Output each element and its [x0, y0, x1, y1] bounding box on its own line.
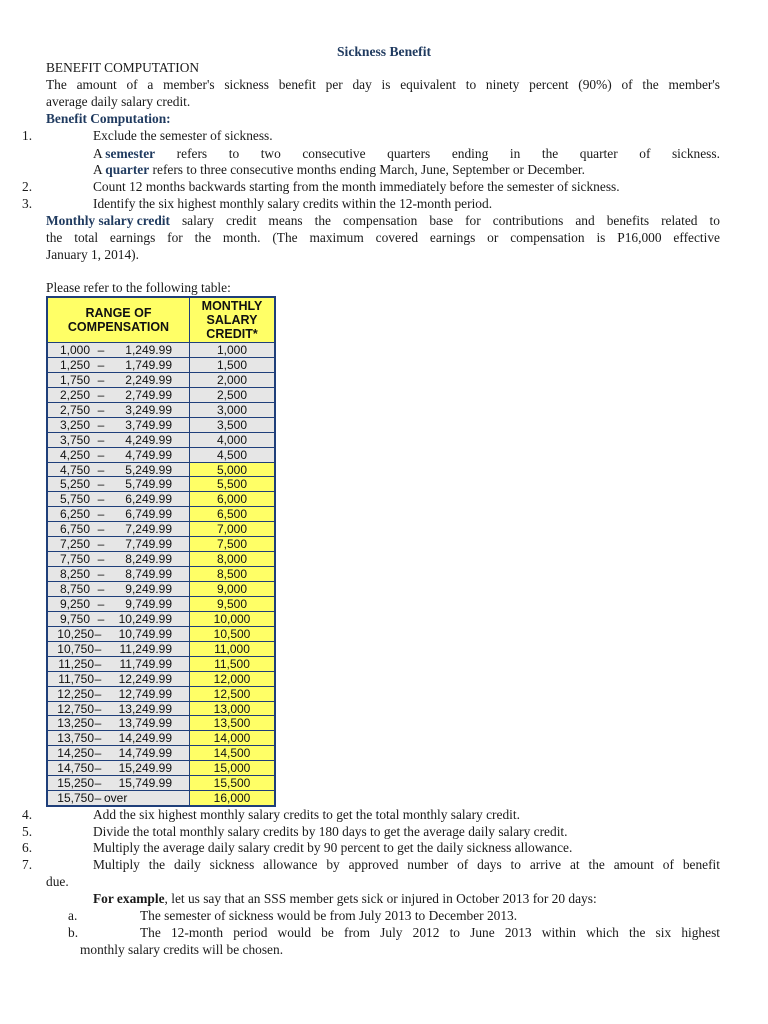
range-cell [48, 597, 190, 611]
table-row [48, 775, 274, 790]
table-row [48, 641, 274, 656]
step-7-continuation: due. [46, 874, 69, 889]
credit-cell: 10,000 [190, 612, 274, 626]
range-high: 1,249.99 [125, 343, 172, 357]
range-high: 7,249.99 [125, 522, 172, 537]
msc-word: and [575, 213, 595, 228]
table-row [48, 730, 274, 745]
range-dash: – [97, 567, 105, 582]
step-text: Count 12 months backwards starting from the month immediately before the semester of sickness. [93, 179, 620, 194]
range-high: 15,249.99 [118, 761, 172, 776]
table-row [48, 760, 274, 775]
range-cell [48, 373, 190, 387]
range-high: 12,249.99 [118, 671, 172, 686]
range-high: 11,749.99 [119, 656, 172, 671]
range-cell [48, 433, 190, 447]
msc-word: contributions [492, 213, 564, 228]
range-low: 8,750 [59, 582, 90, 596]
credit-cell: 3,500 [190, 418, 274, 432]
step-number: 2. [22, 179, 33, 194]
step-text: Divide the total monthly salary credits by 180 days to get the average daily salary credit. [93, 824, 568, 839]
credit-cell: 3,000 [190, 403, 274, 417]
table-row [48, 745, 274, 760]
step-number: 4. [22, 807, 33, 822]
semester-word: to [228, 146, 240, 161]
example-letter: b. [68, 925, 79, 940]
range-cell [48, 418, 190, 432]
credit-cell: 10,500 [190, 627, 274, 641]
credit-cell: 7,000 [190, 522, 274, 536]
table-row [48, 357, 274, 372]
range-dash: – [97, 507, 105, 522]
quarter-definition [93, 162, 585, 179]
credit-cell: 11,500 [190, 657, 274, 671]
refer-text: Please refer to the following table: [46, 280, 231, 295]
range-high: 6,749.99 [125, 507, 172, 522]
range-cell [48, 791, 190, 805]
table-row [48, 536, 274, 551]
range-dash: – [94, 776, 102, 791]
msc-word: compensation [342, 213, 418, 228]
range-low: 2,750 [59, 402, 90, 417]
credit-cell: 12,000 [190, 672, 274, 686]
credit-cell: 11,000 [190, 642, 274, 656]
step-number: 3. [22, 196, 33, 211]
msc-word: related [661, 213, 698, 228]
range-high: 9,749.99 [125, 596, 172, 611]
range-dash: – [94, 761, 102, 776]
table-row [48, 387, 274, 402]
range-high: 3,749.99 [125, 417, 172, 432]
msc-definition-line-2: the total earnings for the month. (The maximum covered earnings or compensation is P16,000 effective [46, 230, 720, 245]
range-cell [48, 702, 190, 716]
credit-cell: 15,500 [190, 776, 274, 790]
range-high: 12,749.99 [118, 686, 172, 701]
range-high: 14,749.99 [118, 746, 172, 761]
range-cell [48, 492, 190, 506]
table-header [48, 298, 274, 342]
range-low: 4,750 [59, 462, 90, 477]
range-low: 13,750 [57, 731, 94, 746]
range-low: 7,750 [59, 552, 90, 567]
page-title: Sickness Benefit [336, 44, 432, 59]
range-low: 9,250 [59, 596, 90, 611]
range-low: 2,250 [59, 387, 90, 402]
msc-word: means [268, 213, 303, 228]
range-low: 6,250 [59, 507, 90, 522]
example-letter: a. [68, 908, 78, 923]
msc-word: salary [181, 213, 214, 228]
credit-cell: 9,500 [190, 597, 274, 611]
range-dash: – [97, 372, 105, 387]
semester-word: ending [451, 146, 489, 161]
range-cell [48, 716, 190, 730]
table-row [48, 491, 274, 506]
range-cell [48, 567, 190, 581]
range-high: 1,749.99 [125, 357, 172, 372]
credit-cell: 9,000 [190, 582, 274, 596]
table-row [48, 715, 274, 730]
range-low: 15,750 [57, 791, 94, 806]
range-cell [48, 537, 190, 551]
range-low: 13,250 [57, 716, 94, 731]
credit-cell: 14,000 [190, 731, 274, 745]
range-low: 12,250 [57, 686, 94, 701]
example-rest: , let us say that an SSS member gets sick or injured in October 2013 for 20 days: [164, 891, 597, 906]
table-row [48, 476, 274, 491]
semester-word: consecutive [302, 146, 366, 161]
range-high: 2,249.99 [125, 372, 172, 387]
range-low: 10,250 [57, 626, 94, 641]
range-low: 3,750 [59, 432, 90, 447]
range-dash: – [97, 477, 105, 492]
step-text: Identify the six highest monthly salary credits within the 12-month period. [93, 196, 493, 211]
header-range: RANGE OF COMPENSATION [48, 298, 190, 342]
range-high: over [104, 791, 128, 806]
credit-cell: 14,500 [190, 746, 274, 760]
range-dash: – [94, 731, 102, 746]
range-cell [48, 761, 190, 775]
table-row [48, 596, 274, 611]
range-cell [48, 448, 190, 462]
range-low: 10,750 [57, 641, 94, 656]
step-number: 5. [22, 824, 33, 839]
table-row [48, 432, 274, 447]
range-low: 6,750 [59, 522, 90, 537]
semester-prefix: A [93, 146, 102, 161]
table-body [48, 342, 274, 805]
msc-word: benefits [606, 213, 650, 228]
range-dash: – [94, 716, 102, 731]
credit-cell: 12,500 [190, 687, 274, 701]
quarter-rest: refers to three consecutive months ending March, June, September or December. [152, 162, 585, 177]
table-row [48, 372, 274, 387]
range-low: 3,250 [59, 417, 90, 432]
table-row [48, 581, 274, 596]
semester-word: sickness. [671, 146, 720, 161]
step-number: 1. [22, 128, 33, 143]
range-dash: – [97, 402, 105, 417]
range-high: 14,249.99 [118, 731, 172, 746]
table-row [48, 402, 274, 417]
credit-cell: 13,500 [190, 716, 274, 730]
table-row [48, 790, 274, 805]
range-cell [48, 358, 190, 372]
range-high: 13,249.99 [118, 701, 172, 716]
msc-word: to [709, 213, 720, 228]
range-cell [48, 522, 190, 536]
credit-cell: 8,500 [190, 567, 274, 581]
range-low: 11,250 [58, 656, 94, 671]
salary-credit-table [46, 296, 276, 807]
range-cell [48, 746, 190, 760]
table-row [48, 701, 274, 716]
range-high: 4,749.99 [125, 447, 172, 462]
table-row [48, 521, 274, 536]
range-dash: – [97, 387, 105, 402]
range-cell [48, 776, 190, 790]
range-low: 7,250 [59, 537, 90, 552]
header-credit: MONTHLY SALARY CREDIT* [190, 298, 274, 342]
range-dash: – [97, 447, 105, 462]
range-cell [48, 507, 190, 521]
semester-word: the [541, 146, 559, 161]
credit-cell: 7,500 [190, 537, 274, 551]
semester-word: quarters [387, 146, 431, 161]
semester-word: of [639, 146, 651, 161]
range-low: 14,750 [57, 761, 94, 776]
table-row [48, 611, 274, 626]
table-row [48, 506, 274, 521]
range-dash: – [97, 492, 105, 507]
range-dash: – [94, 656, 102, 671]
credit-cell: 5,000 [190, 463, 274, 477]
range-high: 15,749.99 [118, 776, 172, 791]
range-dash: – [94, 626, 102, 641]
section-heading: BENEFIT COMPUTATION [46, 60, 200, 75]
credit-cell: 4,500 [190, 448, 274, 462]
intro-line-2: average daily salary credit. [46, 94, 191, 109]
range-cell [48, 343, 190, 357]
credit-cell: 6,500 [190, 507, 274, 521]
range-cell [48, 582, 190, 596]
range-dash: – [97, 432, 105, 447]
range-cell [48, 552, 190, 566]
range-high: 2,749.99 [125, 387, 172, 402]
step-text: Multiply the daily sickness allowance by approved number of days to arrive at the amount of benefit [93, 857, 720, 872]
range-low: 1,750 [59, 372, 90, 387]
range-dash: – [97, 462, 105, 477]
range-dash: – [94, 746, 102, 761]
range-dash: – [97, 596, 105, 611]
range-dash: – [97, 537, 105, 552]
quarter-prefix: A [93, 162, 102, 177]
range-dash: – [94, 671, 102, 686]
semester-def-lead [93, 146, 155, 163]
range-high: 3,249.99 [125, 402, 172, 417]
credit-cell: 6,000 [190, 492, 274, 506]
example-intro [93, 891, 597, 908]
credit-cell: 13,000 [190, 702, 274, 716]
step-text: Multiply the average daily salary credit by 90 percent to get the daily sickness allowance. [93, 840, 573, 855]
range-high: 6,249.99 [125, 492, 172, 507]
table-row [48, 686, 274, 701]
step-number: 6. [22, 840, 33, 855]
example-item: The 12-month period would be from July 2012 to June 2013 within which the six highest [140, 925, 720, 940]
credit-cell: 1,500 [190, 358, 274, 372]
range-dash: – [94, 791, 102, 806]
step-number: 7. [22, 857, 33, 872]
range-dash: – [94, 701, 102, 716]
range-cell [48, 627, 190, 641]
range-cell [48, 388, 190, 402]
range-dash: – [97, 522, 105, 537]
range-high: 4,249.99 [125, 432, 172, 447]
range-low: 11,750 [58, 671, 94, 686]
msc-term: Monthly salary credit [46, 213, 170, 228]
range-cell [48, 731, 190, 745]
semester-definition [93, 146, 720, 163]
range-high: 11,249.99 [119, 641, 172, 656]
table-row [48, 626, 274, 641]
table-row [48, 566, 274, 581]
credit-cell: 15,000 [190, 761, 274, 775]
table-row [48, 417, 274, 432]
msc-word: for [465, 213, 481, 228]
range-low: 1,000 [59, 343, 90, 357]
range-low: 15,250 [57, 776, 94, 791]
credit-cell: 16,000 [190, 791, 274, 805]
msc-definition-line-3: January 1, 2014). [46, 247, 139, 262]
range-dash: – [94, 641, 102, 656]
credit-cell: 5,500 [190, 477, 274, 491]
range-cell [48, 612, 190, 626]
benefit-computation-heading: Benefit Computation: [46, 111, 171, 126]
range-dash: – [97, 343, 105, 357]
msc-word: credit [225, 213, 257, 228]
table-row [48, 342, 274, 357]
range-high: 9,249.99 [125, 582, 172, 596]
example-continuation: monthly salary credits will be chosen. [80, 942, 284, 957]
msc-word: base [429, 213, 454, 228]
range-low: 14,250 [57, 746, 94, 761]
range-low: 1,250 [59, 357, 90, 372]
range-high: 8,249.99 [125, 552, 172, 567]
range-low: 9,750 [59, 611, 90, 626]
credit-cell: 2,500 [190, 388, 274, 402]
credit-cell: 1,000 [190, 343, 274, 357]
msc-word: the [314, 213, 331, 228]
semester-word: quarter [579, 146, 618, 161]
range-high: 10,749.99 [118, 626, 172, 641]
credit-cell: 2,000 [190, 373, 274, 387]
range-high: 13,749.99 [118, 716, 172, 731]
range-cell [48, 672, 190, 686]
range-low: 8,250 [59, 567, 90, 582]
range-dash: – [97, 552, 105, 567]
credit-cell: 8,000 [190, 552, 274, 566]
table-row [48, 656, 274, 671]
range-low: 5,750 [59, 492, 90, 507]
credit-cell: 4,000 [190, 433, 274, 447]
range-high: 5,749.99 [125, 477, 172, 492]
range-dash: – [97, 611, 105, 626]
semester-term: semester [105, 146, 156, 161]
range-cell [48, 657, 190, 671]
range-dash: – [97, 357, 105, 372]
semester-word: in [509, 146, 521, 161]
step-text: Add the six highest monthly salary credits to get the total monthly salary credit. [93, 807, 520, 822]
intro-line-1: The amount of a member's sickness benefit per day is equivalent to ninety percent (90%) of the member's [46, 77, 720, 92]
range-cell [48, 403, 190, 417]
range-high: 8,749.99 [125, 567, 172, 582]
table-row [48, 671, 274, 686]
range-high: 7,749.99 [125, 537, 172, 552]
table-row [48, 551, 274, 566]
quarter-term: quarter [105, 162, 150, 177]
example-lead: For example [93, 891, 165, 906]
range-dash: – [97, 582, 105, 596]
range-low: 5,250 [59, 477, 90, 492]
table-row [48, 462, 274, 477]
range-cell [48, 477, 190, 491]
table-row [48, 447, 274, 462]
range-high: 5,249.99 [125, 462, 172, 477]
example-item: The semester of sickness would be from July 2013 to December 2013. [140, 908, 518, 923]
range-dash: – [97, 417, 105, 432]
range-high: 10,249.99 [118, 611, 172, 626]
range-low: 4,250 [59, 447, 90, 462]
range-cell [48, 463, 190, 477]
range-dash: – [94, 686, 102, 701]
step-text: Exclude the semester of sickness. [93, 128, 273, 143]
msc-definition-line-1 [46, 213, 720, 230]
range-cell [48, 642, 190, 656]
semester-word: two [260, 146, 281, 161]
range-cell [48, 687, 190, 701]
range-low: 12,750 [57, 701, 94, 716]
semester-word: refers [176, 146, 208, 161]
